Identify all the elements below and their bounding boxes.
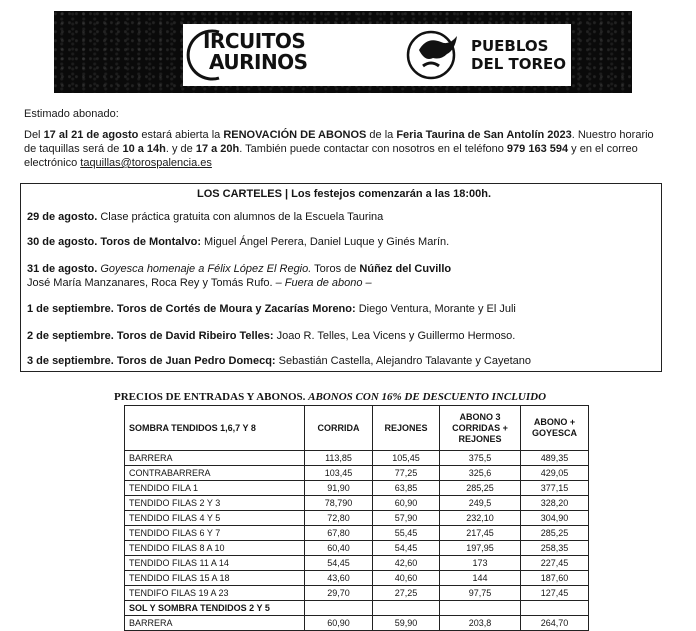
table-cell-price: 91,90	[305, 481, 373, 496]
table-cell-price: 304,90	[521, 511, 589, 526]
event-date: 30 de agosto. Toros de Montalvo:	[27, 236, 201, 248]
table-cell-price: 325,6	[440, 466, 521, 481]
event-ganaderia: Núñez del Cuvillo	[359, 263, 452, 275]
table-cell-price: 27,25	[373, 586, 440, 601]
event-date: 2 de septiembre. Toros de David Ribeiro Telles:	[27, 330, 274, 342]
table-cell-section: TENDIDO FILAS 11 A 14	[125, 556, 305, 571]
table-row	[125, 571, 589, 586]
table-cell-price: 54,45	[305, 556, 373, 571]
event-goyesca: Goyesca homenaje a Félix López El Regio.	[97, 263, 312, 275]
intro-dates: 17 al 21 de agosto	[43, 129, 139, 141]
event-toreros: Miguel Ángel Perera, Daniel Luque y Ginés Marín.	[200, 236, 450, 248]
table-cell-price: 97,75	[440, 586, 521, 601]
carteles-title: LOS CARTELES | Los festejos comenzarán a las 18:00h.	[197, 188, 492, 200]
table-cell-price: 173	[440, 556, 521, 571]
table-cell-price: 285,25	[440, 481, 521, 496]
table-row	[125, 556, 589, 571]
phone-number: 979 163 594	[506, 143, 569, 155]
table-cell-section: TENDIDO FILAS 2 Y 3	[125, 496, 305, 511]
event-29-agosto	[27, 210, 657, 224]
table-cell-price: 103,45	[305, 466, 373, 481]
event-date: 29 de agosto.	[27, 211, 98, 223]
table-cell-price: 72,80	[305, 511, 373, 526]
table-row	[125, 586, 589, 601]
email-link[interactable]: taquillas@torospalencia.es	[80, 157, 212, 169]
event-31-agosto	[27, 262, 657, 290]
table-cell-price: 54,45	[373, 541, 440, 556]
column-header-rejones: REJONES	[373, 406, 440, 451]
table-row	[125, 496, 589, 511]
table-cell-price	[521, 601, 589, 616]
event-2-septiembre	[27, 329, 657, 343]
table-header-row	[125, 406, 589, 451]
bull-emblem-icon	[405, 26, 465, 84]
table-cell-price: 113,85	[305, 451, 373, 466]
intro-text: estará abierta la	[138, 129, 224, 141]
table-cell-price: 227,45	[521, 556, 589, 571]
intro-text: . También puede contactar con nosotros en el teléfono	[239, 143, 507, 155]
event-30-agosto	[27, 235, 657, 249]
table-cell-price: 203,8	[440, 616, 521, 631]
intro-text: de la	[366, 129, 397, 141]
table-cell-price: 258,35	[521, 541, 589, 556]
event-text: Toros de	[311, 263, 360, 275]
event-description: Clase práctica gratuita con alumnos de la Escuela Taurina	[97, 211, 384, 223]
intro-text: . Nuestro horario de taquillas será de	[24, 129, 654, 155]
table-cell-section: TENDIDO FILA 1	[125, 481, 305, 496]
circuitos-taurinos-logo	[203, 31, 308, 73]
table-cell-price: 42,60	[373, 556, 440, 571]
table-cell-price	[440, 601, 521, 616]
table-cell-price: 59,90	[373, 616, 440, 631]
table-cell-price: 78,790	[305, 496, 373, 511]
intro-feria: Feria Taurina de San Antolín 2023	[396, 129, 572, 141]
event-3-septiembre	[27, 354, 657, 368]
intro-text: Del	[24, 129, 44, 141]
table-cell-section: TENDIDO FILAS 6 Y 7	[125, 526, 305, 541]
prices-subtitle: ABONOS CON 16% DE DESCUENTO INCLUIDO	[308, 391, 547, 403]
table-cell-price: 60,90	[373, 496, 440, 511]
table-cell-price: 55,45	[373, 526, 440, 541]
table-row	[125, 541, 589, 556]
table-cell-price: 57,90	[373, 511, 440, 526]
event-note: – Fuera de abono –	[272, 277, 372, 289]
table-cell-price: 77,25	[373, 466, 440, 481]
table-cell-price: 144	[440, 571, 521, 586]
column-header-corrida: CORRIDA	[305, 406, 373, 451]
intro-renewal: RENOVACIÓN DE ABONOS	[223, 129, 367, 141]
table-cell-section: TENDIFO FILAS 19 A 23	[125, 586, 305, 601]
table-cell-price: 60,40	[305, 541, 373, 556]
table-row	[125, 601, 589, 616]
column-header-abono-goyesca: ABONO + GOYESCA	[521, 406, 589, 451]
intro-text: y en el correo electrónico	[24, 143, 638, 169]
column-header-abono: ABONO 3 CORRIDAS + REJONES	[440, 406, 521, 451]
table-cell-price: 60,90	[305, 616, 373, 631]
table-cell-section: SOL Y SOMBRA TENDIDOS 2 Y 5	[125, 601, 305, 616]
table-cell-price: 43,60	[305, 571, 373, 586]
logo-circuitos: IRCUITOS	[203, 29, 306, 53]
table-cell-section: BARRERA	[125, 451, 305, 466]
event-date: 1 de septiembre. Toros de Cortés de Moura y Zacarías Moreno:	[27, 303, 356, 315]
intro-text: . y de	[165, 143, 196, 155]
table-cell-price: 40,60	[373, 571, 440, 586]
table-cell-price: 249,5	[440, 496, 521, 511]
table-row	[125, 481, 589, 496]
table-cell-price: 187,60	[521, 571, 589, 586]
intro-hours-morning: 10 a 14h	[122, 143, 166, 155]
event-toreros: Joao R. Telles, Lea Vicens y Guillermo Hermoso.	[273, 330, 516, 342]
table-row	[125, 451, 589, 466]
table-row	[125, 526, 589, 541]
table-cell-price: 29,70	[305, 586, 373, 601]
header-banner	[54, 11, 632, 93]
logo-taurinos: AURINOS	[209, 50, 308, 74]
event-toreros: Sebastián Castella, Alejandro Talavante y Cayetano	[275, 355, 531, 367]
event-date: 3 de septiembre. Toros de Juan Pedro Domecq:	[27, 355, 276, 367]
event-date: 31 de agosto.	[27, 263, 98, 275]
table-cell-price: 429,05	[521, 466, 589, 481]
prices-table-body	[125, 451, 589, 631]
table-cell-price: 217,45	[440, 526, 521, 541]
logo-pueblos: PUEBLOS	[471, 37, 549, 55]
table-row	[125, 511, 589, 526]
table-cell-price	[305, 601, 373, 616]
column-header-section: SOMBRA TENDIDOS 1,6,7 Y 8	[125, 406, 305, 451]
table-cell-price: 328,20	[521, 496, 589, 511]
table-cell-section: TENDIDO FILAS 4 Y 5	[125, 511, 305, 526]
prices-heading	[114, 391, 546, 403]
event-1-septiembre	[27, 302, 657, 316]
intro-paragraph	[24, 128, 664, 170]
greeting: Estimado abonado:	[24, 108, 119, 120]
table-row	[125, 616, 589, 631]
table-cell-price: 375,5	[440, 451, 521, 466]
logo-panel	[183, 24, 571, 86]
prices-table	[124, 405, 589, 631]
table-cell-price: 63,85	[373, 481, 440, 496]
pueblos-del-toreo-logo	[471, 37, 566, 73]
table-cell-price: 127,45	[521, 586, 589, 601]
event-toreros: Diego Ventura, Morante y El Juli	[355, 303, 516, 315]
table-cell-price: 105,45	[373, 451, 440, 466]
table-cell-price: 264,70	[521, 616, 589, 631]
event-toreros: José María Manzanares, Roca Rey y Tomás Rufo.	[27, 277, 273, 289]
prices-title: PRECIOS DE ENTRADAS Y ABONOS.	[114, 391, 306, 403]
intro-hours-evening: 17 a 20h	[195, 143, 240, 155]
table-row	[125, 466, 589, 481]
table-cell-price: 67,80	[305, 526, 373, 541]
table-cell-section: TENDIDO FILAS 8 A 10	[125, 541, 305, 556]
table-cell-price: 489,35	[521, 451, 589, 466]
table-cell-section: BARRERA	[125, 616, 305, 631]
table-cell-section: CONTRABARRERA	[125, 466, 305, 481]
table-cell-price: 377,15	[521, 481, 589, 496]
table-cell-price: 232,10	[440, 511, 521, 526]
table-cell-price: 285,25	[521, 526, 589, 541]
carteles-box	[20, 183, 662, 372]
table-cell-section: TENDIDO FILAS 15 A 18	[125, 571, 305, 586]
table-cell-price: 197,95	[440, 541, 521, 556]
table-cell-price	[373, 601, 440, 616]
logo-del-toreo: DEL TOREO	[471, 55, 567, 73]
